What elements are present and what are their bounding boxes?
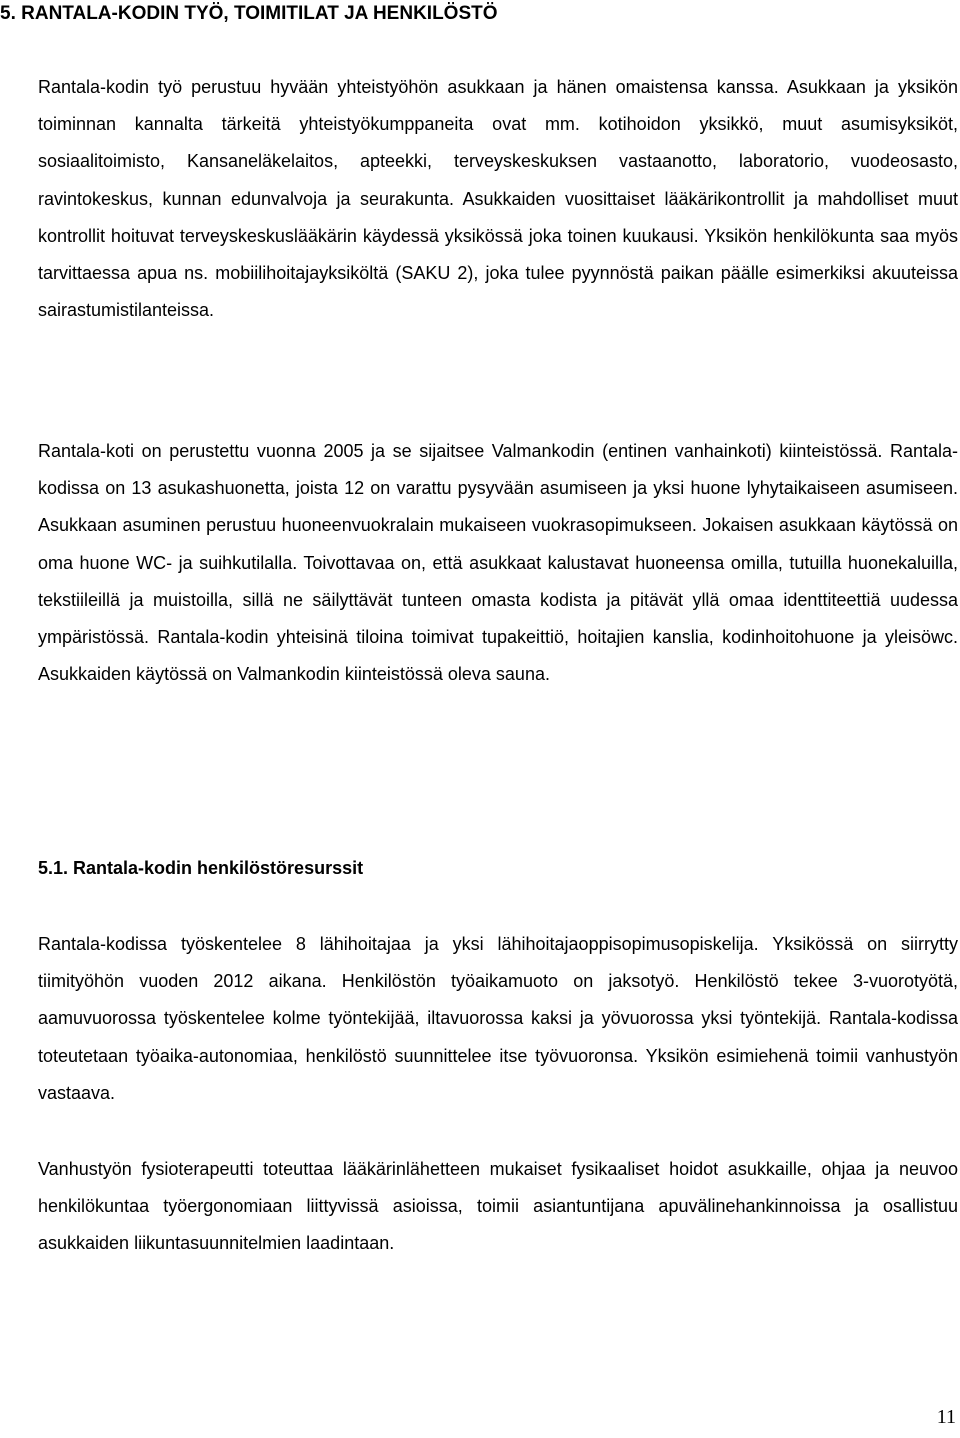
paragraph-cooperation: Rantala-kodin työ perustuu hyvään yhteistyöhön asukkaan ja hänen omaistensa kanssa. Asukkaan ja yksikön toiminnan kannalta tärkeitä yhteistyökumppaneita ovat mm. kotihoidon yksikkö, muut asumisyksiköt, sosiaalitoimisto, Kansaneläkelaitos, apteekki, terveyskeskuksen vastaanotto, laboratorio, vuodeosasto, ravintokeskus, kunnan edunvalvoja ja seurakunta. Asukkaiden vuosittaiset lääkärikontrollit ja mahdolliset muut kontrollit hoituvat terveyskeskuslääkärin käydessä yksikössä joka toinen kuukausi. Yksikön henkilökunta saa myös tarvittaessa apua ns. mobiilihoitajayksiköltä (SAKU 2), joka tulee pyynnöstä paikan päälle esimerkiksi akuuteissa sairastumistilanteissa.	[38, 77, 958, 321]
section-heading: 5. RANTALA-KODIN TYÖ, TOIMITILAT JA HENKILÖSTÖ	[0, 3, 498, 24]
page-number: 11	[936, 1406, 956, 1428]
paragraph-staff: Rantala-kodissa työskentelee 8 lähihoitajaa ja yksi lähihoitajaoppisopimusopiskelija. Yksikössä on siirrytty tiimityöhön vuoden 2012 aikana. Henkilöstön työaikamuoto on jaksotyö. Henkilöstö tekee 3-vuorotyötä, aamuvuorossa työskentelee kolme työntekijää, iltavuorossa kaksi ja yövuorossa yksi työntekijä. Rantala-kodissa toteutetaan työaika-autonomiaa, henkilöstö suunnittelee itse työvuoronsa. Yksikön esimiehenä toimii vanhustyön vastaava.	[38, 934, 958, 1103]
paragraph-physiotherapy: Vanhustyön fysioterapeutti toteuttaa lääkärinlähetteen mukaiset fysikaaliset hoidot asukkaille, ohjaa ja neuvoo henkilökuntaa työergonomiaan liittyvissä asioissa, toimii asiantuntijana apuvälinehankinnoissa ja osallistuu asukkaiden liikuntasuunnitelmien laadintaan.	[38, 1159, 958, 1254]
paragraph-facilities: Rantala-koti on perustettu vuonna 2005 ja se sijaitsee Valmankodin (entinen vanhainkoti) kiinteistössä. Rantala-kodissa on 13 asukashuonetta, joista 12 on varattu pysyvään asumiseen ja yksi huone lyhytaikaiseen asumiseen. Asukkaan asuminen perustuu huoneenvuokralain mukaiseen vuokrasopimukseen. Jokaisen asukkaan käytössä on oma huone WC- ja suihkutilalla. Toivottavaa on, että asukkaat kalustavat huoneensa omilla, tutuilla huonekaluilla, tekstiileillä ja muistoilla, sillä ne säilyttävät tunteen omasta kodista ja pitävät yllä omaa identtiteettiä uudessa ympäristössä. Rantala-kodin yhteisinä tiloina toimivat tupakeittiö, hoitajien kanslia, kodinhoitohuone ja yleisöwc. Asukkaiden käytössä on Valmankodin kiinteistössä oleva sauna.	[38, 441, 958, 685]
subsection-heading: 5.1. Rantala-kodin henkilöstöresurssit	[38, 858, 364, 878]
